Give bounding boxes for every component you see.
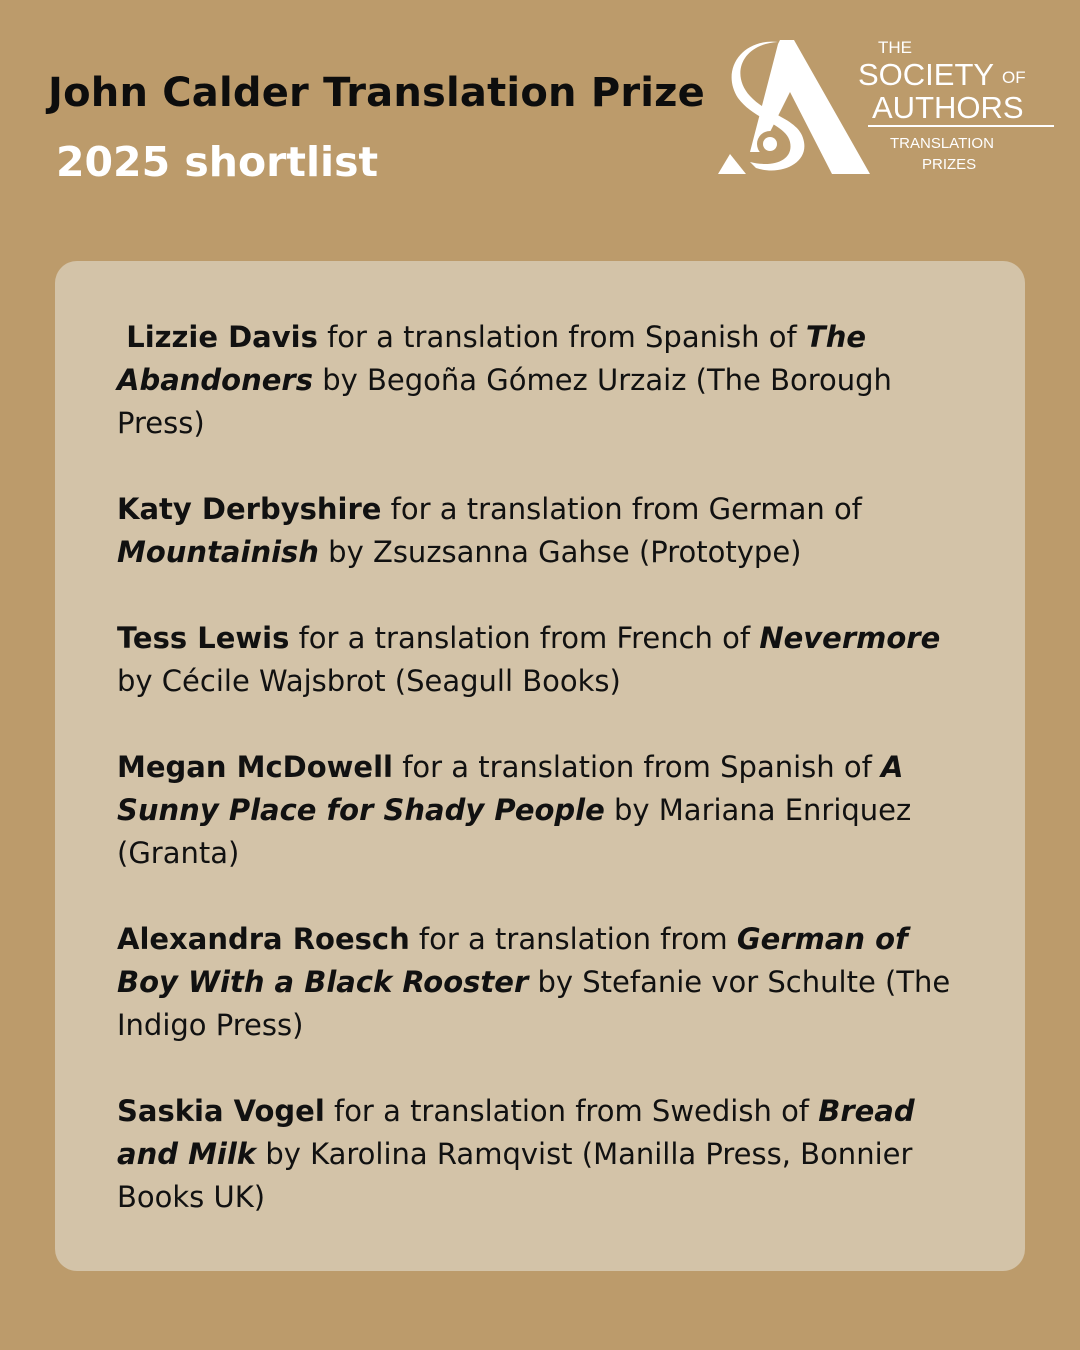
- logo-text-authors: AUTHORS: [872, 90, 1024, 125]
- logo-text-of: OF: [1002, 68, 1026, 87]
- entry-text: for a translation from: [409, 922, 737, 956]
- translator-name: Megan McDowell: [117, 750, 393, 784]
- entry-text: for a translation from Spanish of: [317, 320, 806, 354]
- page-title: John Calder Translation Prize: [48, 70, 705, 116]
- book-title: German of Boy With a Black Rooster: [117, 922, 908, 999]
- translator-name: Lizzie Davis: [126, 320, 318, 354]
- entry-text: by Cécile Wajsbrot (Seagull Books): [117, 664, 621, 698]
- translator-name: Tess Lewis: [117, 621, 290, 655]
- logo-text-society: SOCIETY: [858, 57, 995, 92]
- entry-text: by Zsuzsanna Gahse (Prototype): [318, 535, 802, 569]
- book-title: Mountainish: [117, 535, 319, 569]
- logo-text-translation: TRANSLATION: [890, 135, 994, 152]
- shortlist-entry: [117, 488, 977, 574]
- book-title: Bread and Milk: [117, 1094, 915, 1171]
- entry-text: by Mariana Enriquez (Granta): [117, 793, 912, 870]
- shortlist-entry: [117, 316, 977, 445]
- translator-name: Katy Derbyshire: [117, 492, 382, 526]
- entry-text: for a translation from Swedish of: [324, 1094, 819, 1128]
- page-subtitle: 2025 shortlist: [56, 138, 379, 186]
- logo-text-the: THE: [878, 38, 912, 57]
- entry-text: for a translation from German of: [381, 492, 862, 526]
- shortlist-card: [55, 261, 1025, 1271]
- entry-text: for a translation from Spanish of: [392, 750, 882, 784]
- entry-text: by Karolina Ramqvist (Manilla Press, Bonnier Books UK): [117, 1137, 913, 1214]
- entry-text: for a translation from French of: [289, 621, 760, 655]
- shortlist-entry: [117, 1090, 977, 1219]
- shortlist-entry: [117, 617, 977, 703]
- logo-text-prizes: PRIZES: [922, 156, 977, 173]
- entry-text: by Stefanie vor Schulte (The Indigo Press): [117, 965, 951, 1042]
- book-title: Nevermore: [759, 621, 941, 655]
- society-of-authors-logo-mark: [716, 34, 1056, 182]
- shortlist-entry: [117, 746, 977, 875]
- translator-name: Alexandra Roesch: [117, 922, 410, 956]
- book-title: The Abandoners: [117, 320, 867, 397]
- translator-name: Saskia Vogel: [117, 1094, 325, 1128]
- society-of-authors-logo: [716, 34, 1056, 182]
- entry-text: by Begoña Gómez Urzaiz (The Borough Press): [117, 363, 892, 440]
- book-title: A Sunny Place for Shady People: [117, 750, 904, 827]
- shortlist-entry: [117, 918, 977, 1047]
